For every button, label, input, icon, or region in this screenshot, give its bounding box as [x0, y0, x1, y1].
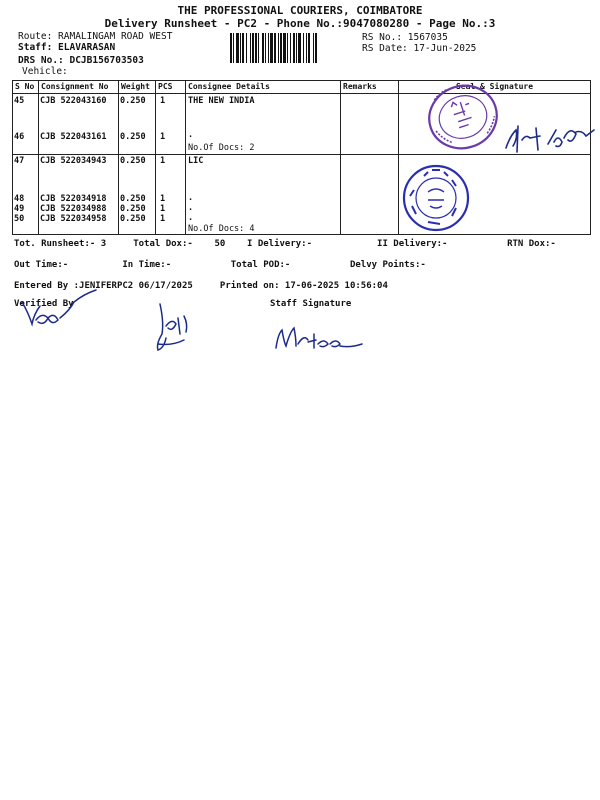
- route-label: Route: RAMALINGAM ROAD WEST: [18, 31, 173, 42]
- row-weight: 0.250: [120, 132, 146, 142]
- row-pcs: 1: [160, 156, 166, 166]
- docs-count: No.Of Docs: 4: [188, 224, 255, 234]
- entered-by-line: Entered By :JENIFERPC2 06/17/2025 Printed on: 17-06-2025 10:56:04: [14, 281, 388, 291]
- row-consignee: LIC: [188, 156, 204, 166]
- staff-signature-label: Staff Signature: [270, 299, 352, 309]
- barcode: [230, 33, 354, 63]
- row-sno: 48: [14, 194, 25, 204]
- row-consignment: CJB 522034943: [40, 156, 107, 166]
- row-weight: 0.250: [120, 204, 146, 214]
- row-consignee: .: [188, 130, 194, 140]
- row-consignee: .: [188, 193, 194, 203]
- row-consignment: CJB 522034958: [40, 214, 107, 224]
- col-header-consignee: Consignee Details: [186, 81, 341, 94]
- col-header-remarks: Remarks: [341, 81, 399, 94]
- row-pcs: 1: [160, 194, 166, 204]
- row-pcs: 1: [160, 204, 166, 214]
- row-weight: 0.250: [120, 156, 146, 166]
- runsheet-subtitle: Delivery Runsheet - PC2 - Phone No.:9047080280 - Page No.:3: [104, 17, 496, 30]
- rs-date: RS Date: 17-Jun-2025: [362, 43, 477, 54]
- row-consignment: CJB 522043160: [40, 96, 107, 106]
- totals-summary: Tot. Runsheet:- 3 Total Dox:- 50 I Delivery:- II Delivery:- RTN Dox:-: [14, 239, 556, 249]
- col-header-seal: Seal & Signature: [399, 81, 591, 94]
- lic-seal-stamp: [400, 162, 472, 234]
- col-header-sno: S No: [13, 81, 39, 94]
- row-weight: 0.250: [120, 194, 146, 204]
- row-sno: 49: [14, 204, 25, 214]
- row-weight: 0.250: [120, 96, 146, 106]
- row-consignment: CJB 522034918: [40, 194, 107, 204]
- drs-label: DRS No.: DCJB156703503: [18, 55, 144, 66]
- staff-signature: [272, 324, 364, 354]
- col-header-weight: Weight: [119, 81, 156, 94]
- rs-number: RS No.: 1567035: [362, 32, 448, 43]
- col-header-consignment: Consignment No: [39, 81, 119, 94]
- verifier-signature: [18, 288, 100, 336]
- docs-count: No.Of Docs: 2: [188, 143, 255, 153]
- row-sno: 45: [14, 96, 25, 106]
- verified-by-label: Verified By: [14, 299, 74, 309]
- row-pcs: 1: [160, 132, 166, 142]
- company-seal-stamp: [425, 82, 501, 152]
- times-summary: Out Time:- In Time:- Total POD:- Delvy Points:-: [14, 260, 426, 270]
- row-consignment: CJB 522034988: [40, 204, 107, 214]
- verifier-signature: [150, 298, 196, 358]
- receiver-signature: [500, 118, 600, 158]
- company-title: THE PROFESSIONAL COURIERS, COIMBATORE: [177, 4, 423, 17]
- staff-label: Staff: ELAVARASAN: [18, 42, 116, 53]
- row-consignee: .: [188, 203, 194, 213]
- row-pcs: 1: [160, 214, 166, 224]
- row-consignment: CJB 522043161: [40, 132, 107, 142]
- row-sno: 47: [14, 156, 25, 166]
- row-consignee: .: [188, 213, 194, 223]
- row-consignee: THE NEW INDIA: [188, 96, 255, 106]
- vehicle-label: Vehicle:: [22, 66, 68, 77]
- col-header-pcs: PCS: [156, 81, 186, 94]
- row-weight: 0.250: [120, 214, 146, 224]
- row-sno: 50: [14, 214, 25, 224]
- row-pcs: 1: [160, 96, 166, 106]
- row-sno: 46: [14, 132, 25, 142]
